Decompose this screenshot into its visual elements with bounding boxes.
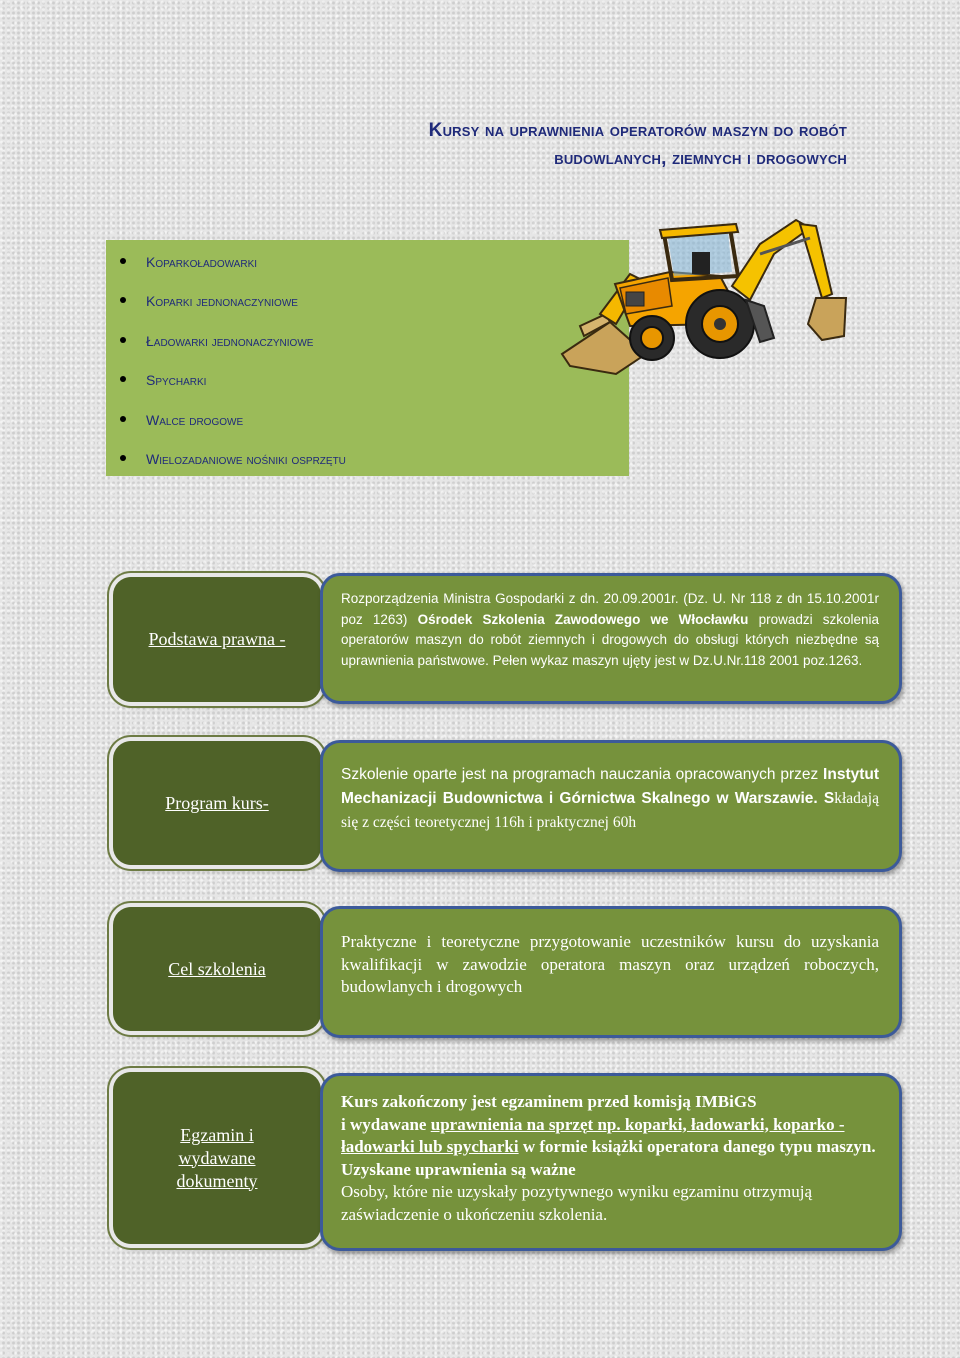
section-content-box xyxy=(320,740,902,872)
bullet-icon xyxy=(120,455,126,461)
machine-list xyxy=(146,252,346,488)
section-label: Egzamin i wydawane dokumenty xyxy=(176,1124,258,1191)
list-item: Spycharki xyxy=(146,370,346,409)
bullet-icon xyxy=(120,376,126,382)
section-label-box xyxy=(113,577,321,702)
section-content-box xyxy=(320,1073,902,1251)
section-text: Rozporządzenia Ministra Gospodarki z dn. 20.09.2001r. (Dz. U. Nr 118 z dn 15.10.2001r poz 1263) Ośrodek Szkolenia Zawodowego we Włocławku prowadzi szkolenia operatorów maszyn do robót ziemnych i drogowych do obsługi których niezbędne są uprawnienia państwowe. Pełen wykaz maszyn ujęty jest w Dz.U.Nr.118 2001 poz.1263. xyxy=(341,591,880,668)
list-item: Wielozadaniowe nośniki osprzętu xyxy=(146,449,346,488)
backhoe-loader-icon xyxy=(560,214,850,384)
page-title xyxy=(247,117,847,173)
section-text: Szkolenie oparte jest na programach nauczania opracowanych przez Instytut Mechanizacji Budownictwa i Górnictwa Skalnego w Warszawie. Składają się z części teoretycznej 116h i praktycznej 60h xyxy=(341,766,880,831)
machine-list-panel xyxy=(106,240,629,476)
list-item: Ładowarki jednonaczyniowe xyxy=(146,331,346,370)
list-item: Walce drogowe xyxy=(146,410,346,449)
section-goal xyxy=(113,907,905,1037)
bullet-icon xyxy=(120,297,126,303)
bullet-icon xyxy=(120,258,126,264)
section-label: Podstawa prawna - xyxy=(148,629,286,649)
list-item: Koparkoładowarki xyxy=(146,252,346,291)
bullet-icon xyxy=(120,337,126,343)
section-content-box xyxy=(320,906,902,1038)
section-text: Kurs zakończony jest egzaminem przed komisją IMBiGS i wydawane uprawnienia na sprzęt np. koparki, ładowarki, koparko - ładowarki lub spycharki w formie książki operatora danego typu maszyn. Uzyskane uprawnienia są ważne Osoby, które nie uzyskały pozytywnego wyniku egzaminu otrzymują zaświadczenie o ukończeniu szkolenia. xyxy=(341,1092,876,1224)
section-label-box xyxy=(113,1072,321,1244)
section-exam xyxy=(113,1072,905,1248)
section-label-box xyxy=(113,907,321,1031)
title-line-2: budowlanych, ziemnych i drogowych xyxy=(554,148,847,169)
section-basis xyxy=(113,577,905,707)
title-line-1: Kursy na uprawnienia operatorów maszyn do robót xyxy=(428,120,847,141)
section-program xyxy=(113,741,905,871)
list-item: Koparki jednonaczyniowe xyxy=(146,291,346,330)
section-label: Program kurs- xyxy=(165,792,269,813)
section-label-box xyxy=(113,741,321,865)
section-label: Cel szkolenia xyxy=(168,958,266,979)
bullet-icon xyxy=(120,416,126,422)
section-content-box xyxy=(320,573,902,704)
section-text: Praktyczne i teoretyczne przygotowanie uczestników kursu do uzyskania kwalifikacji w zawodzie operatora maszyn oraz urządzeń roboczych, budowlanych i drogowych xyxy=(341,932,879,996)
